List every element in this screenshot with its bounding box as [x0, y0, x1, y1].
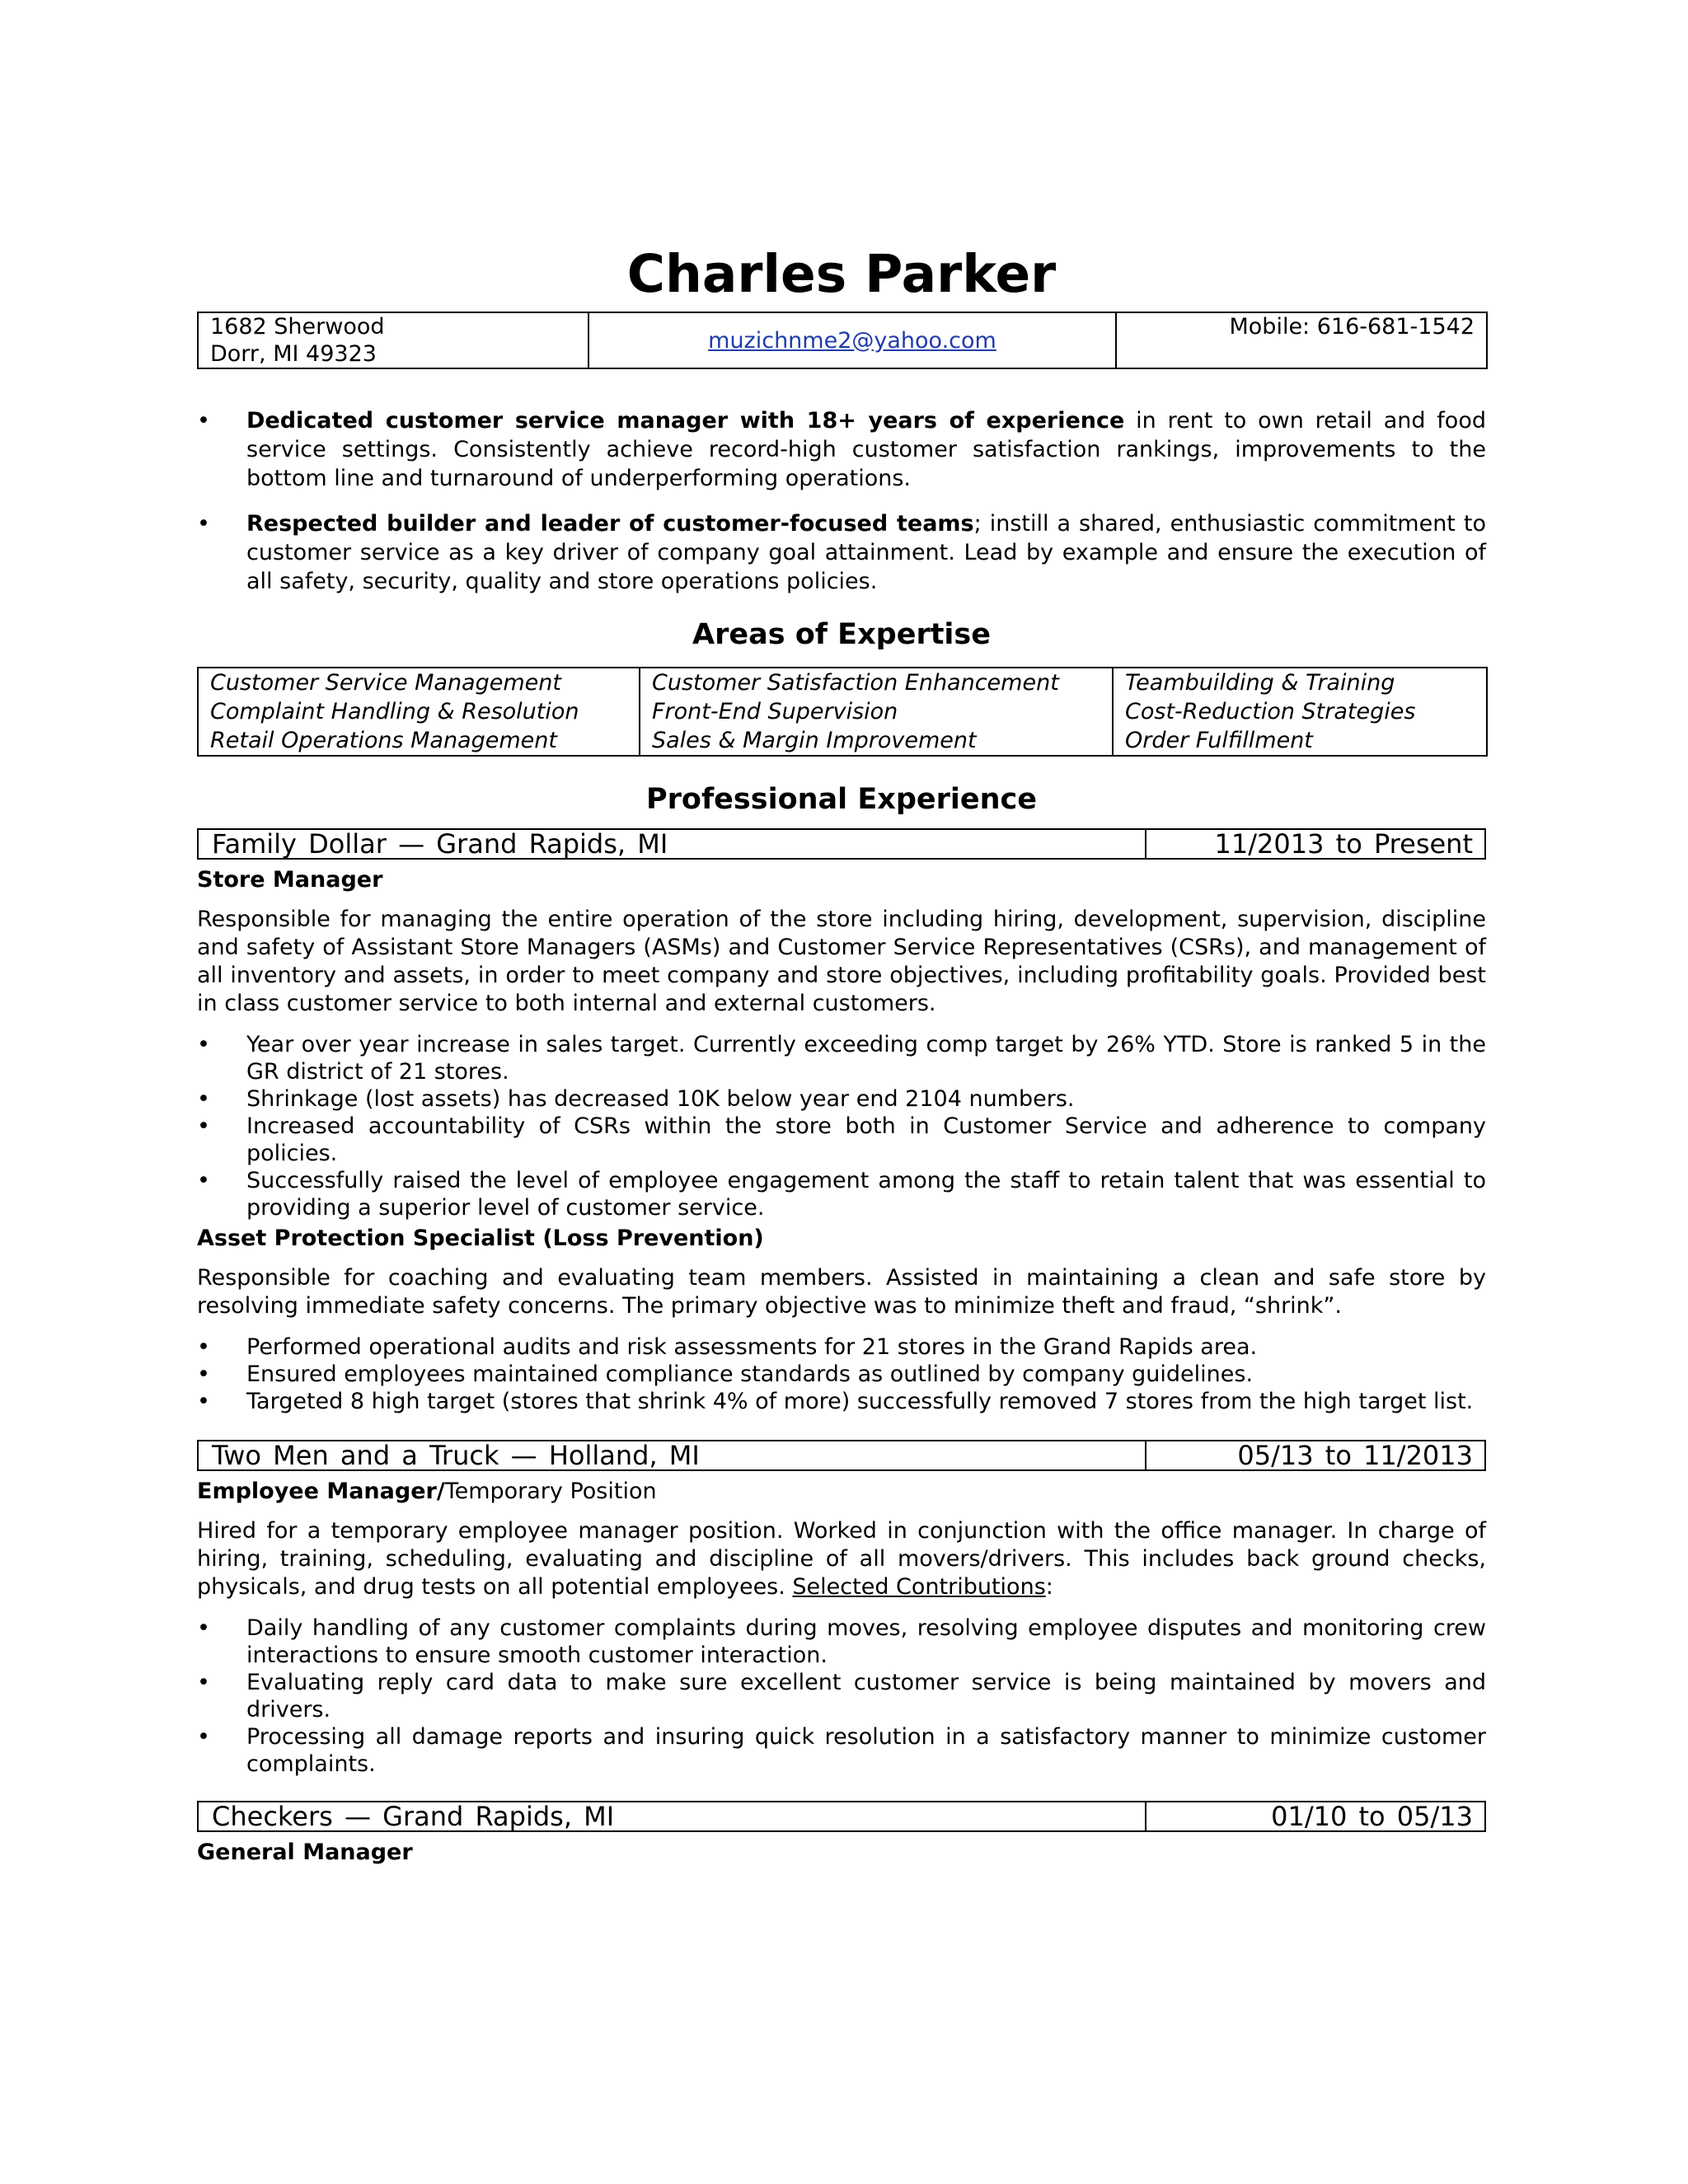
job-bullet: • Evaluating reply card data to make sure excellent customer service is being maintained by movers and drivers.: [197, 1669, 1486, 1723]
expertise-item: Order Fulfillment: [1125, 728, 1313, 753]
job-description: [197, 1517, 1486, 1601]
candidate-name: Charles Parker: [626, 244, 1057, 304]
description-colon: :: [1045, 1574, 1053, 1600]
address-cell: [198, 312, 588, 368]
job-title: Store Manager: [197, 867, 383, 893]
email-link[interactable]: muzichnme2@yahoo.com: [708, 327, 996, 354]
job-dates: 05/13 to 11/2013: [1237, 1440, 1473, 1471]
job-dates: 01/10 to 05/13: [1271, 1801, 1473, 1832]
summary-list: [197, 406, 1486, 596]
expertise-item: Complaint Handling & Resolution: [210, 699, 579, 724]
experience-heading: Professional Experience: [645, 783, 1038, 816]
job-bullets: [197, 1615, 1486, 1778]
expertise-heading: Areas of Expertise: [692, 618, 991, 651]
job-bullets: [197, 1031, 1486, 1221]
job-title: [197, 1478, 1486, 1506]
contact-table: [197, 312, 1488, 369]
address-line-1: 1682 Sherwood: [210, 314, 385, 340]
job-bullet: • Daily handling of any customer complaints during moves, resolving employee disputes and monitoring crew interactions to ensure smooth customer interaction.: [197, 1615, 1486, 1669]
job-title-main: Employee Manager/: [197, 1479, 445, 1504]
job-title: Asset Protection Specialist (Loss Prevention): [197, 1226, 764, 1251]
summary-item: [197, 509, 1486, 596]
job-bullet: • Ensured employees maintained compliance standards as outlined by company guidelines.: [197, 1361, 1486, 1388]
job-bullet: • Targeted 8 high target (stores that shrink 4% of more) successfully removed 7 stores from the high target list.: [197, 1388, 1486, 1415]
expertise-item: Front-End Supervision: [652, 699, 898, 724]
expertise-table: [197, 667, 1488, 757]
expertise-item: Cost-Reduction Strategies: [1125, 699, 1416, 724]
job-description-text: Hired for a temporary employee manager position. Worked in conjunction with the office manager. In charge of hiring, training, scheduling, evaluating and discipline of all movers/drivers. This includes back ground checks, physicals, and drug tests on all potential employees.: [197, 1518, 1486, 1600]
employer: Two Men and a Truck — Holland, MI: [199, 1441, 1146, 1469]
expertise-item: Retail Operations Management: [210, 728, 557, 753]
summary-item: [197, 406, 1486, 493]
phone-number: Mobile: 616-681-1542: [1229, 314, 1475, 340]
job-description: Responsible for coaching and evaluating team members. Assisted in maintaining a clean and safe store by resolving immediate safety concerns. The primary objective was to minimize theft and fraud, “shrink”.: [197, 1265, 1486, 1319]
employer: Family Dollar — Grand Rapids, MI: [199, 830, 1146, 858]
summary-highlight: Respected builder and leader of customer-focused teams: [246, 511, 974, 537]
job-bullet: • Performed operational audits and risk assessments for 21 stores in the Grand Rapids area.: [197, 1333, 1486, 1361]
job-dates: 11/2013 to Present: [1214, 828, 1473, 860]
job-header: [197, 1801, 1486, 1832]
summary-highlight: Dedicated customer service manager with 18+ years of experience: [246, 408, 1125, 434]
job-header: [197, 828, 1486, 860]
job-header: [197, 1440, 1486, 1471]
job-title-suffix: Temporary Position: [444, 1479, 657, 1504]
expertise-column: [198, 668, 640, 756]
expertise-item: Teambuilding & Training: [1125, 670, 1395, 696]
expertise-column: [1113, 668, 1487, 756]
job-bullet: • Shrinkage (lost assets) has decreased 10K below year end 2104 numbers.: [197, 1085, 1486, 1113]
phone-cell: [1116, 312, 1487, 368]
expertise-column: [640, 668, 1113, 756]
job-title: General Manager: [197, 1840, 413, 1865]
address-line-2: Dorr, MI 49323: [210, 341, 377, 367]
summary-text: in rent to own retail and food service settings. Consistently achieve record-high customer satisfaction rankings, improvements to the bottom line and turnaround of underperforming operations.: [246, 408, 1486, 491]
job-description: Responsible for managing the entire operation of the store including hiring, development, supervision, discipline and safety of Assistant Store Managers (ASMs) and Customer Service Representatives (CSRs), and management of all inventory and assets, in order to meet company and store objectives, including profitability goals. Provided best in class customer service to both internal and external customers.: [197, 907, 1486, 1016]
expertise-item: Customer Service Management: [210, 670, 561, 696]
resume-content: [197, 239, 1486, 1867]
expertise-item: Customer Satisfaction Enhancement: [652, 670, 1059, 696]
job-bullets: [197, 1333, 1486, 1415]
expertise-item: Sales & Margin Improvement: [652, 728, 977, 753]
email-cell: [588, 312, 1116, 368]
job-bullet: • Successfully raised the level of employee engagement among the staff to retain talent that was essential to providing a superior level of customer service.: [197, 1167, 1486, 1221]
job-bullet: • Year over year increase in sales target. Currently exceeding comp target by 26% YTD. Store is ranked 5 in the GR district of 21 stores.: [197, 1031, 1486, 1085]
employer: Checkers — Grand Rapids, MI: [199, 1802, 1146, 1830]
job-bullet: • Increased accountability of CSRs within the store both in Customer Service and adherence to company policies.: [197, 1113, 1486, 1167]
summary-text: ; instill a shared, enthusiastic commitment to customer service as a key driver of company goal attainment. Lead by example and ensure the execution of all safety, security, quality and store operations policies.: [246, 511, 1486, 594]
job-bullet: • Processing all damage reports and insuring quick resolution in a satisfactory manner to minimize customer complaints.: [197, 1723, 1486, 1778]
selected-contributions-label: Selected Contributions: [792, 1574, 1046, 1600]
